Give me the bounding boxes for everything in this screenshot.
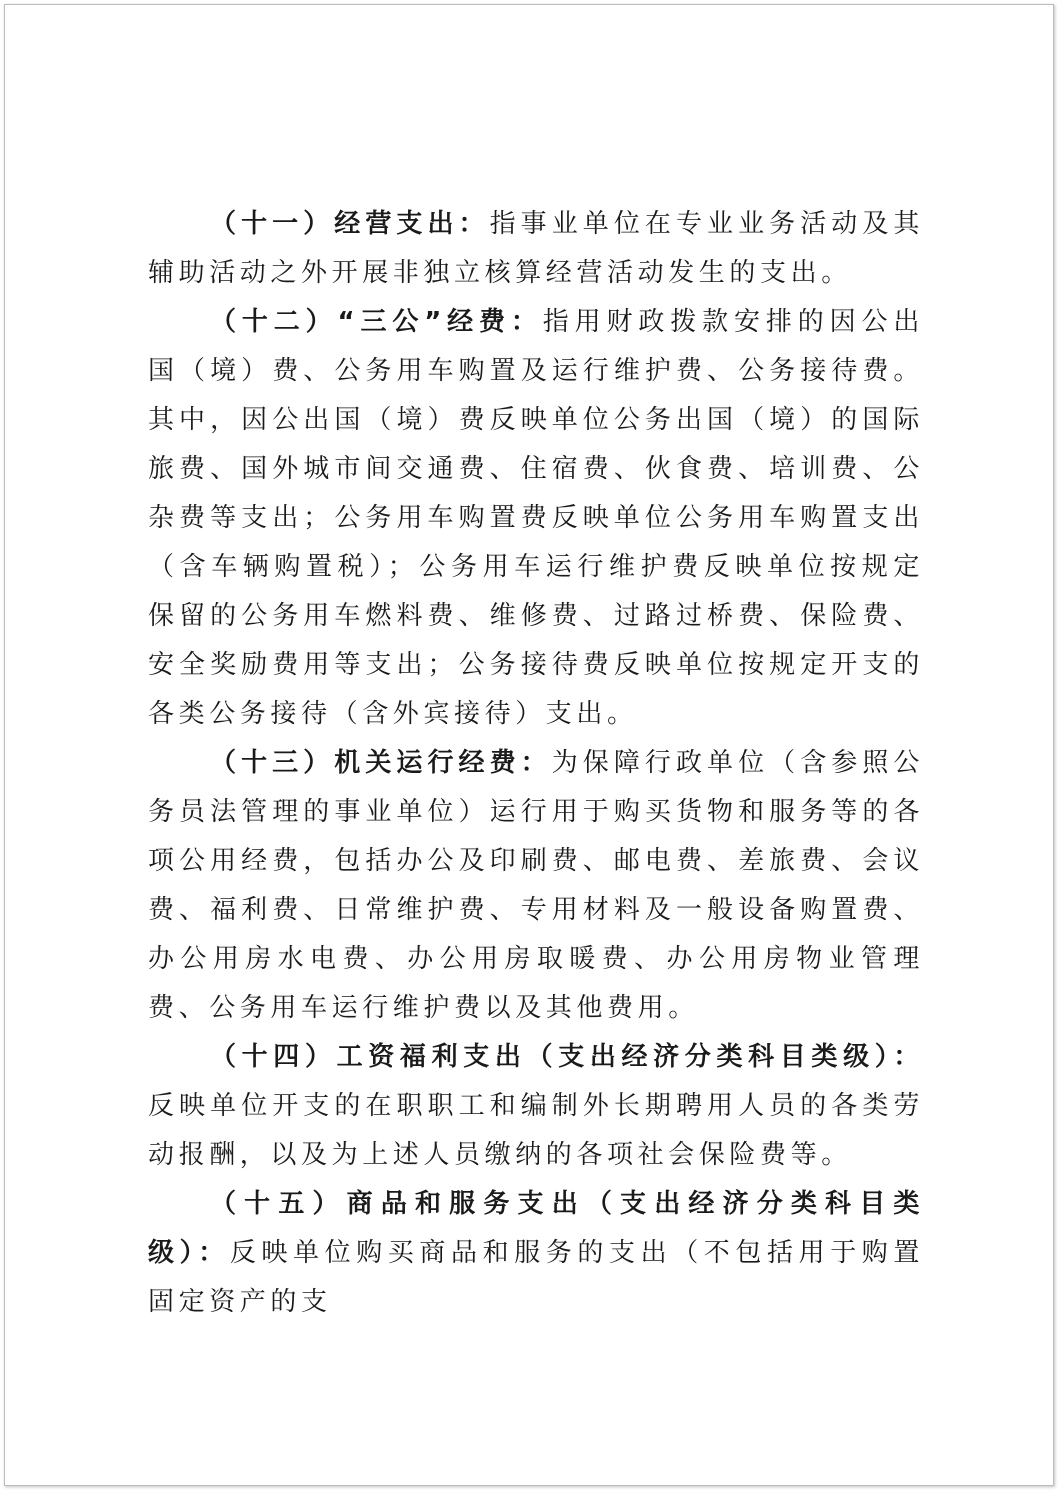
definition-goods-services-expenditure: 反映单位购买商品和服务的支出（不包括用于购置固定资产的支 (148, 1238, 924, 1317)
definition-wage-welfare-expenditure: 反映单位开支的在职职工和编制外长期聘用人员的各类劳动报酬，以及为上述人员缴纳的各项社会保险费等。 (148, 1091, 924, 1170)
term-agency-operating-funds: （十三）机关运行经费： (210, 748, 552, 778)
term-three-public-expenses: （十二）“三公”经费： (210, 307, 543, 337)
definition-three-public-expenses: 指用财政拨款安排的因公出国（境）费、公务用车购置及运行维护费、公务接待费。其中，因公出国（境）费反映单位公务出国（境）的国际旅费、国外城市间交通费、住宿费、伙食费、培训费、公杂费等支出；公务用车购置费反映单位公务用车购置支出（含车辆购置税）；公务用车运行维护费反映单位按规定保留的公务用车燃料费、维修费、过路过桥费、保险费、安全奖励费用等支出；公务接待费反映单位按规定开支的各类公务接待（含外宾接待）支出。 (148, 307, 925, 729)
paragraph-agency-operating-funds (148, 739, 924, 1033)
paragraph-goods-services-expenditure (148, 1180, 924, 1327)
term-goods-services-expenditure: （十五）商品和服务支出（支出经济分类科目类级）： (148, 1189, 924, 1268)
document-page (4, 4, 1054, 1486)
definition-agency-operating-funds: 为保障行政单位（含参照公务员法管理的事业单位）运行用于购买货物和服务等的各项公用经费，包括办公及印刷费、邮电费、差旅费、会议费、福利费、日常维护费、专用材料及一般设备购置费、办公用房水电费、办公用房取暖费、办公用房物业管理费、公务用车运行维护费以及其他费用。 (148, 748, 924, 1023)
document-body (148, 200, 924, 1327)
paragraph-three-public-expenses (148, 298, 924, 739)
paragraph-operating-expenditure (148, 200, 924, 298)
term-operating-expenditure: （十一）经营支出： (210, 209, 490, 239)
paragraph-wage-welfare-expenditure (148, 1033, 924, 1180)
term-wage-welfare-expenditure: （十四）工资福利支出（支出经济分类科目类级）： (210, 1042, 924, 1072)
definition-operating-expenditure: 指事业单位在专业业务活动及其辅助活动之外开展非独立核算经营活动发生的支出。 (148, 209, 924, 288)
